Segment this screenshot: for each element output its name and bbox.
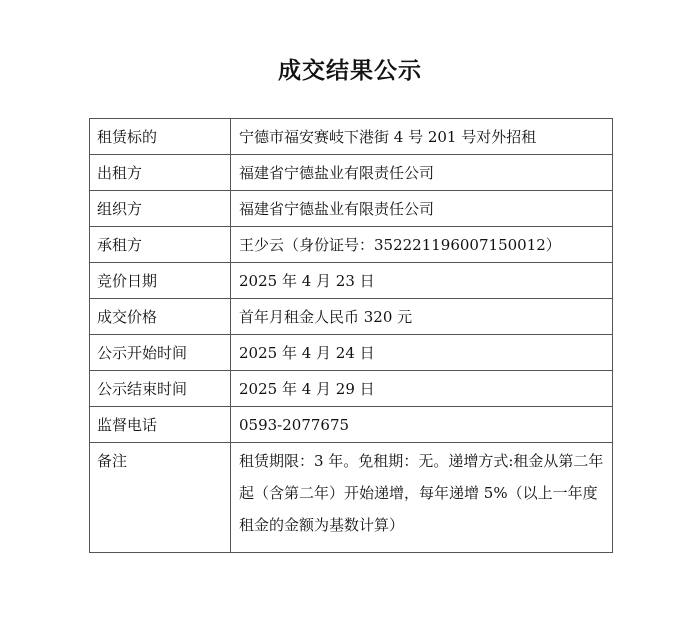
table-row-organizer xyxy=(90,191,613,227)
table-row-notice-start xyxy=(90,335,613,371)
row-value: 0593-2077675 xyxy=(231,407,613,443)
row-label: 公示结束时间 xyxy=(90,371,231,407)
row-label: 承租方 xyxy=(90,227,231,263)
table-row-remarks xyxy=(90,443,613,553)
page-title: 成交结果公示 xyxy=(278,58,422,84)
table-row-notice-end xyxy=(90,371,613,407)
table-row-lease-subject xyxy=(90,119,613,155)
row-value: 宁德市福安赛岐下港街 4 号 201 号对外招租 xyxy=(231,119,613,155)
row-value: 福建省宁德盐业有限责任公司 xyxy=(231,155,613,191)
row-value: 首年月租金人民币 320 元 xyxy=(231,299,613,335)
row-value: 2025 年 4 月 29 日 xyxy=(231,371,613,407)
row-label: 备注 xyxy=(90,443,231,553)
row-value: 租赁期限：3 年。免租期：无。递增方式:租金从第二年起（含第二年）开始递增，每年递增 5%（以上一年度租金的金额为基数计算） xyxy=(231,443,613,553)
table-row-deal-price xyxy=(90,299,613,335)
table-row-hotline xyxy=(90,407,613,443)
row-value: 王少云（身份证号：352221196007150012） xyxy=(231,227,613,263)
row-label: 出租方 xyxy=(90,155,231,191)
result-table xyxy=(89,118,613,553)
row-label: 公示开始时间 xyxy=(90,335,231,371)
table-row-lessee xyxy=(90,227,613,263)
row-label: 租赁标的 xyxy=(90,119,231,155)
row-value: 福建省宁德盐业有限责任公司 xyxy=(231,191,613,227)
table-row-bid-date xyxy=(90,263,613,299)
row-value: 2025 年 4 月 24 日 xyxy=(231,335,613,371)
row-label: 竞价日期 xyxy=(90,263,231,299)
row-label: 成交价格 xyxy=(90,299,231,335)
table-row-lessor xyxy=(90,155,613,191)
row-value: 2025 年 4 月 23 日 xyxy=(231,263,613,299)
row-label: 监督电话 xyxy=(90,407,231,443)
row-label: 组织方 xyxy=(90,191,231,227)
